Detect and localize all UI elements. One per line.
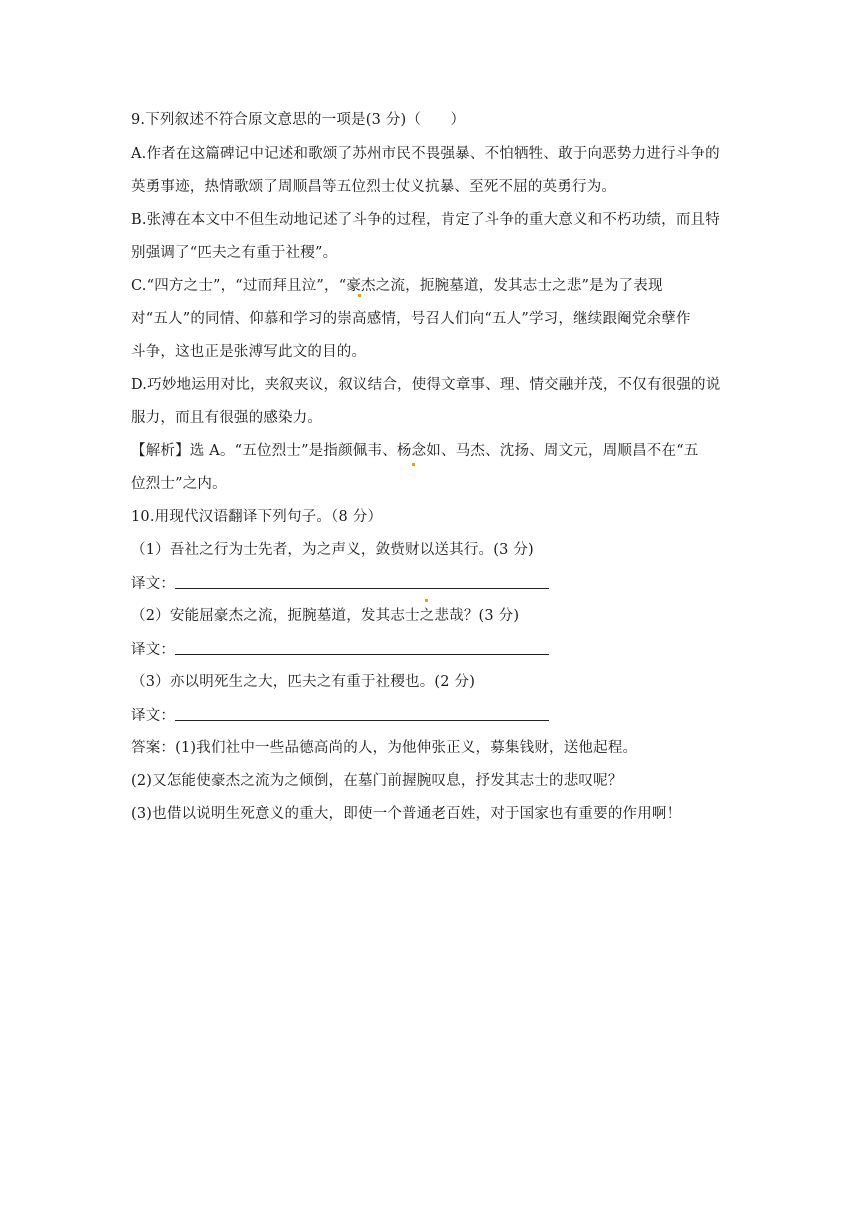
translation-label: 译文： xyxy=(131,576,176,592)
translation-row-1 xyxy=(131,567,731,600)
marker-dot xyxy=(425,599,428,602)
marker-dot xyxy=(412,463,415,466)
option-b-line-1: B.张溥在本文中不但生动地记述了斗争的过程，肯定了斗争的重大意义和不朽功绩，而且特 xyxy=(131,212,720,228)
answer-line-1: 答案：(1)我们社中一些品德高尚的人，为他伸张正义，募集钱财，送他起程。 xyxy=(131,740,638,756)
answer-line-3: (3)也借以说明生死意义的重大，即使一个普通老百姓，对于国家也有重要的作用啊！ xyxy=(131,806,682,822)
option-a-line-1: A.作者在这篇碑记中记述和歌颂了苏州市民不畏强暴、不怕牺牲、敢于向恶势力进行斗争的 xyxy=(131,146,720,162)
marker-dot xyxy=(358,294,361,297)
analysis-line-2: 位烈士”之内。 xyxy=(131,476,227,492)
option-c-line-3: 斗争，这也正是张溥写此文的目的。 xyxy=(131,344,367,360)
translation-blank-1[interactable] xyxy=(175,568,549,589)
translation-blank-2[interactable] xyxy=(175,634,549,655)
translation-row-2 xyxy=(131,633,731,666)
translation-label: 译文： xyxy=(131,642,176,658)
sentence-1: （1）吾社之行为士先者，为之声义，敛赀财以送其行。(3 分) xyxy=(131,542,534,558)
option-c-line-1: C.“四方之士”，“过而拜且泣”，“豪杰之流，扼腕墓道，发其志士之悲”是为了表现 xyxy=(131,278,663,294)
question-9-stem: 9.下列叙述不符合原文意思的一项是(3 分)（ ） xyxy=(131,112,466,128)
answer-line-2: (2)又怎能使豪杰之流为之倾倒，在墓门前握腕叹息，抒发其志士的悲叹呢？ xyxy=(131,773,623,789)
option-a-line-2: 英勇事迹，热情歌颂了周顺昌等五位烈士仗义抗暴、至死不屈的英勇行为。 xyxy=(131,179,617,195)
sentence-2: （2）安能屈豪杰之流，扼腕墓道，发其志士之悲哉？(3 分) xyxy=(131,608,520,624)
option-d-line-1: D.巧妙地运用对比，夹叙夹议，叙议结合，使得文章事、理、情交融并茂，不仅有很强的说 xyxy=(131,377,721,393)
translation-row-3 xyxy=(131,699,731,732)
option-c-line-2: 对“五人”的同情、仰慕和学习的崇高感情，号召人们向“五人”学习，继续跟阉党余孽作 xyxy=(131,311,691,327)
translation-blank-3[interactable] xyxy=(175,700,549,721)
question-10-stem: 10.用现代汉语翻译下列句子。（8 分） xyxy=(131,509,383,525)
translation-label: 译文： xyxy=(131,708,176,724)
document-page xyxy=(131,103,731,831)
analysis-line-1: 【解析】选 A。“五位烈士”是指颜佩韦、杨念如、马杰、沈扬、周文元，周顺昌不在“五 xyxy=(131,443,699,459)
sentence-3: （3）亦以明死生之大，匹夫之有重于社稷也。(2 分) xyxy=(131,674,476,690)
option-b-line-2: 别强调了“匹夫之有重于社稷”。 xyxy=(131,245,338,261)
option-d-line-2: 服力，而且有很强的感染力。 xyxy=(131,410,323,426)
